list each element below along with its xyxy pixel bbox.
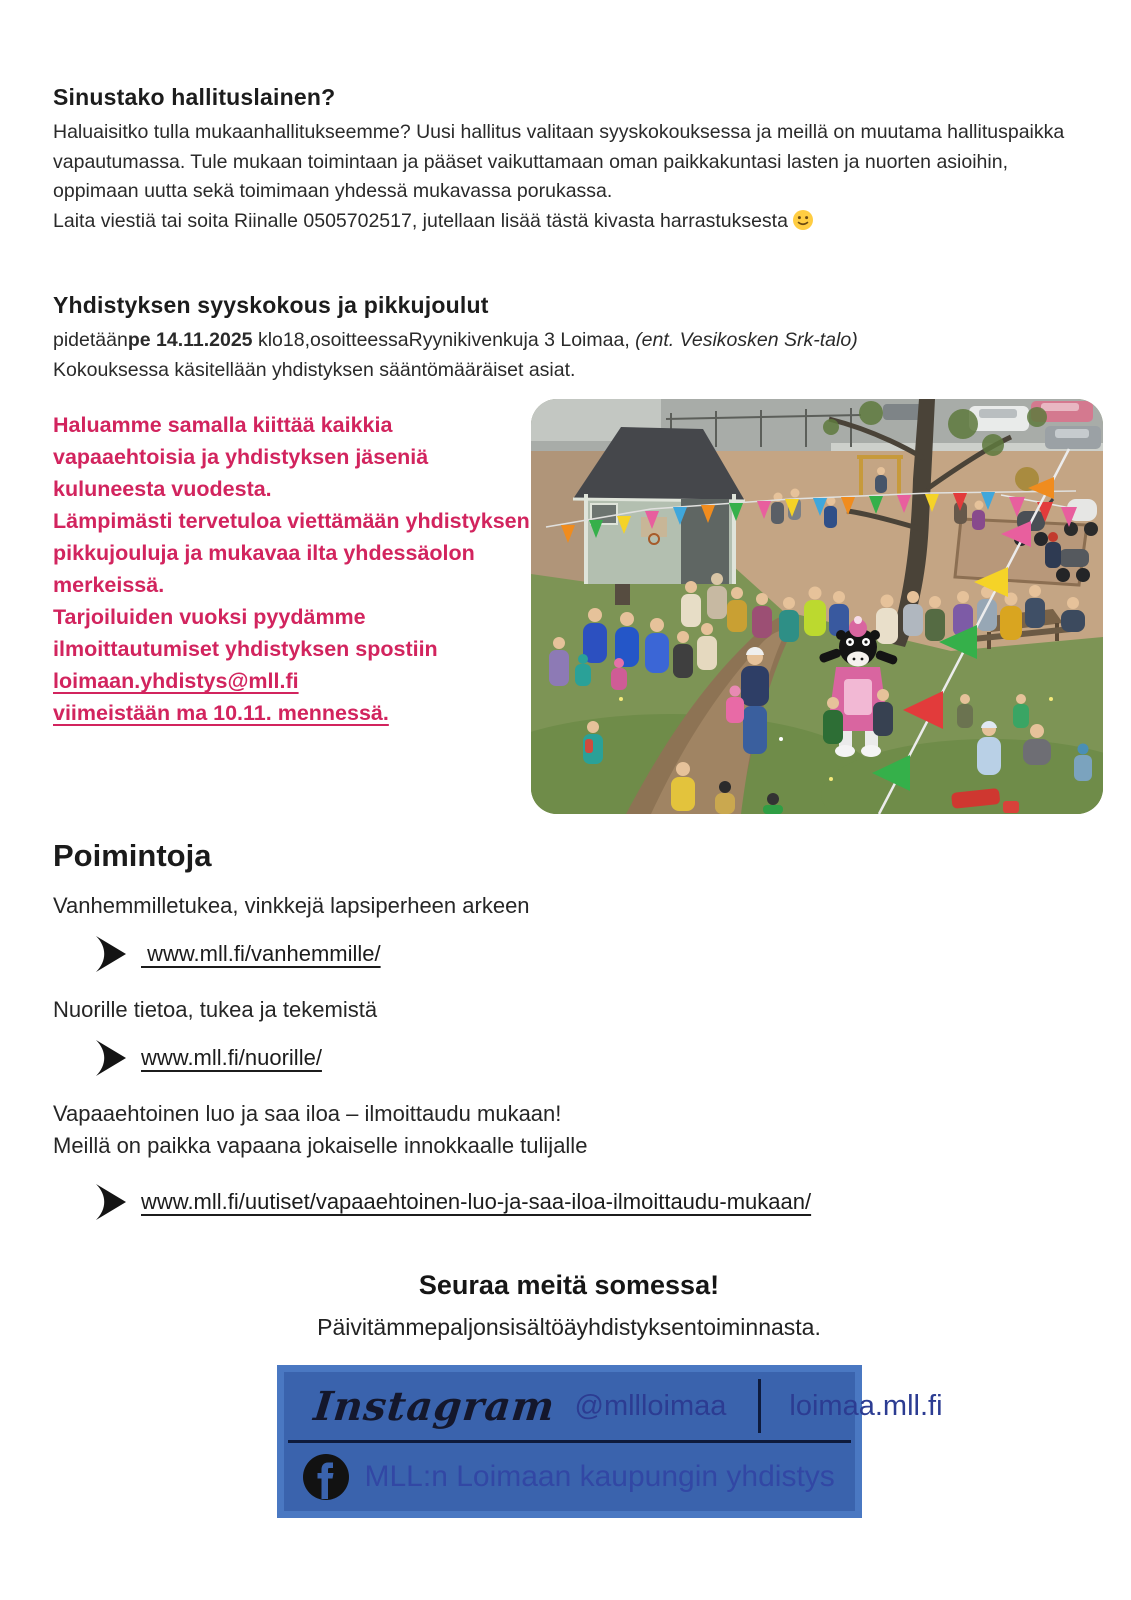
pick-2-text: Nuorille tietoa, tukea ja tekemistä [53, 997, 378, 1022]
right-arrowhead-icon [93, 1039, 127, 1077]
facebook-page-name: MLL:n Loimaan kaupungin yhdistys [364, 1460, 835, 1493]
pick-3-link[interactable]: www.mll.fi/uutiset/vapaaehtoinen-luo-ja-saa-iloa-ilmoittaudu-mukaan/ [141, 1189, 812, 1214]
section-social [53, 1270, 1085, 1518]
meeting-title: Yhdistyksen syyskokous ja pikkujoulut [53, 292, 489, 318]
meeting-agenda: Kokouksessa käsitellään yhdistyksen sääntömääräiset asiat. [53, 358, 576, 381]
pick-3-text: Vapaaehtoinen luo ja saa iloa – ilmoittaudu mukaan! [53, 1101, 562, 1126]
smiley-icon [792, 209, 814, 241]
section-meeting [53, 292, 1085, 385]
board-contact: Laita viestiä tai soita Riinalle 0505702517, jutellaan lisää tästä kivasta harrastuksesta [53, 207, 1085, 241]
event-photo [531, 399, 1103, 814]
photo-column [531, 405, 1103, 814]
pick-1-text: Vanhemmilletukea, vinkkejä lapsiperheen arkeen [53, 893, 530, 918]
thanks-paragraph-2: Lämpimästi tervetuloa viettämään yhdistyksen pikkujouluja ja mukavaa ilta yhdessäolon merkeissä. [53, 509, 530, 597]
pick-1-row [93, 932, 1085, 976]
pick-2-row [93, 1036, 1085, 1080]
thanks-and-photo-row [53, 405, 1085, 814]
section-board-recruitment [53, 0, 1085, 240]
social-title: Seuraa meitä somessa! [418, 1270, 720, 1300]
vertical-divider [758, 1379, 761, 1433]
social-subtitle: Päivitämmepaljonsisältöäyhdistyksentoiminnasta. [317, 1314, 821, 1340]
pick-3-row [93, 1180, 1085, 1224]
meeting-date: pe 14.11.2025 [127, 329, 253, 351]
board-body: Haluaisitko tulla mukaanhallitukseemme? Uusi hallitus valitaan syyskokouksessa ja meillä on muutama hallituspaikka vapautumassa. Tule mukaan toimintaan ja pääset vaikuttamaan oman paikkakuntasi lasten ja nuorten asioihin, oppimaan uutta sekä toimimaan yhdessä mukavassa porukassa. [53, 121, 1065, 202]
board-title: Sinustako hallituslainen? [53, 84, 336, 110]
website-url: loimaa.mll.fi [789, 1389, 943, 1422]
facebook-icon [302, 1453, 350, 1501]
pick-2-link[interactable]: www.mll.fi/nuorille/ [141, 1045, 322, 1070]
facebook-row [284, 1443, 855, 1511]
pick-3-text-2: Meillä on paikka vapaana jokaiselle innokkaalle tulijalle [53, 1133, 588, 1158]
thanks-paragraph-1: Haluamme samalla kiittää kaikkia vapaaehtoisia ja yhdistyksen jäseniä kuluneesta vuodesta. [53, 413, 429, 501]
section-picks [53, 838, 1085, 1224]
rsvp-email-link[interactable]: loimaan.yhdistys@mll.fi [53, 669, 299, 693]
picks-title: Poimintoja [53, 838, 212, 873]
instagram-handle: @mllloimaa [574, 1389, 727, 1422]
rsvp-deadline: viimeistään ma 10.11. mennessä. [53, 701, 389, 725]
thanks-paragraph-3: Tarjoiluiden vuoksi pyydämme ilmoittautumiset yhdistyksen spostiin [53, 605, 438, 661]
meeting-venue: (ent. Vesikosken Srk-talo) [635, 329, 858, 351]
instagram-wordmark: Instagram [311, 1382, 557, 1430]
right-arrowhead-icon [93, 1183, 127, 1221]
right-arrowhead-icon [93, 935, 127, 973]
pick-1-link[interactable]: www.mll.fi/vanhemmille/ [141, 941, 381, 966]
instagram-row [284, 1372, 943, 1440]
meeting-details: pidetäänpe 14.11.2025 klo18,osoitteessaRyynikivenkuja 3 Loimaa, (ent. Vesikosken Srk-talo) [53, 329, 858, 351]
thanks-text-block [53, 405, 531, 814]
social-banner [277, 1365, 943, 1518]
